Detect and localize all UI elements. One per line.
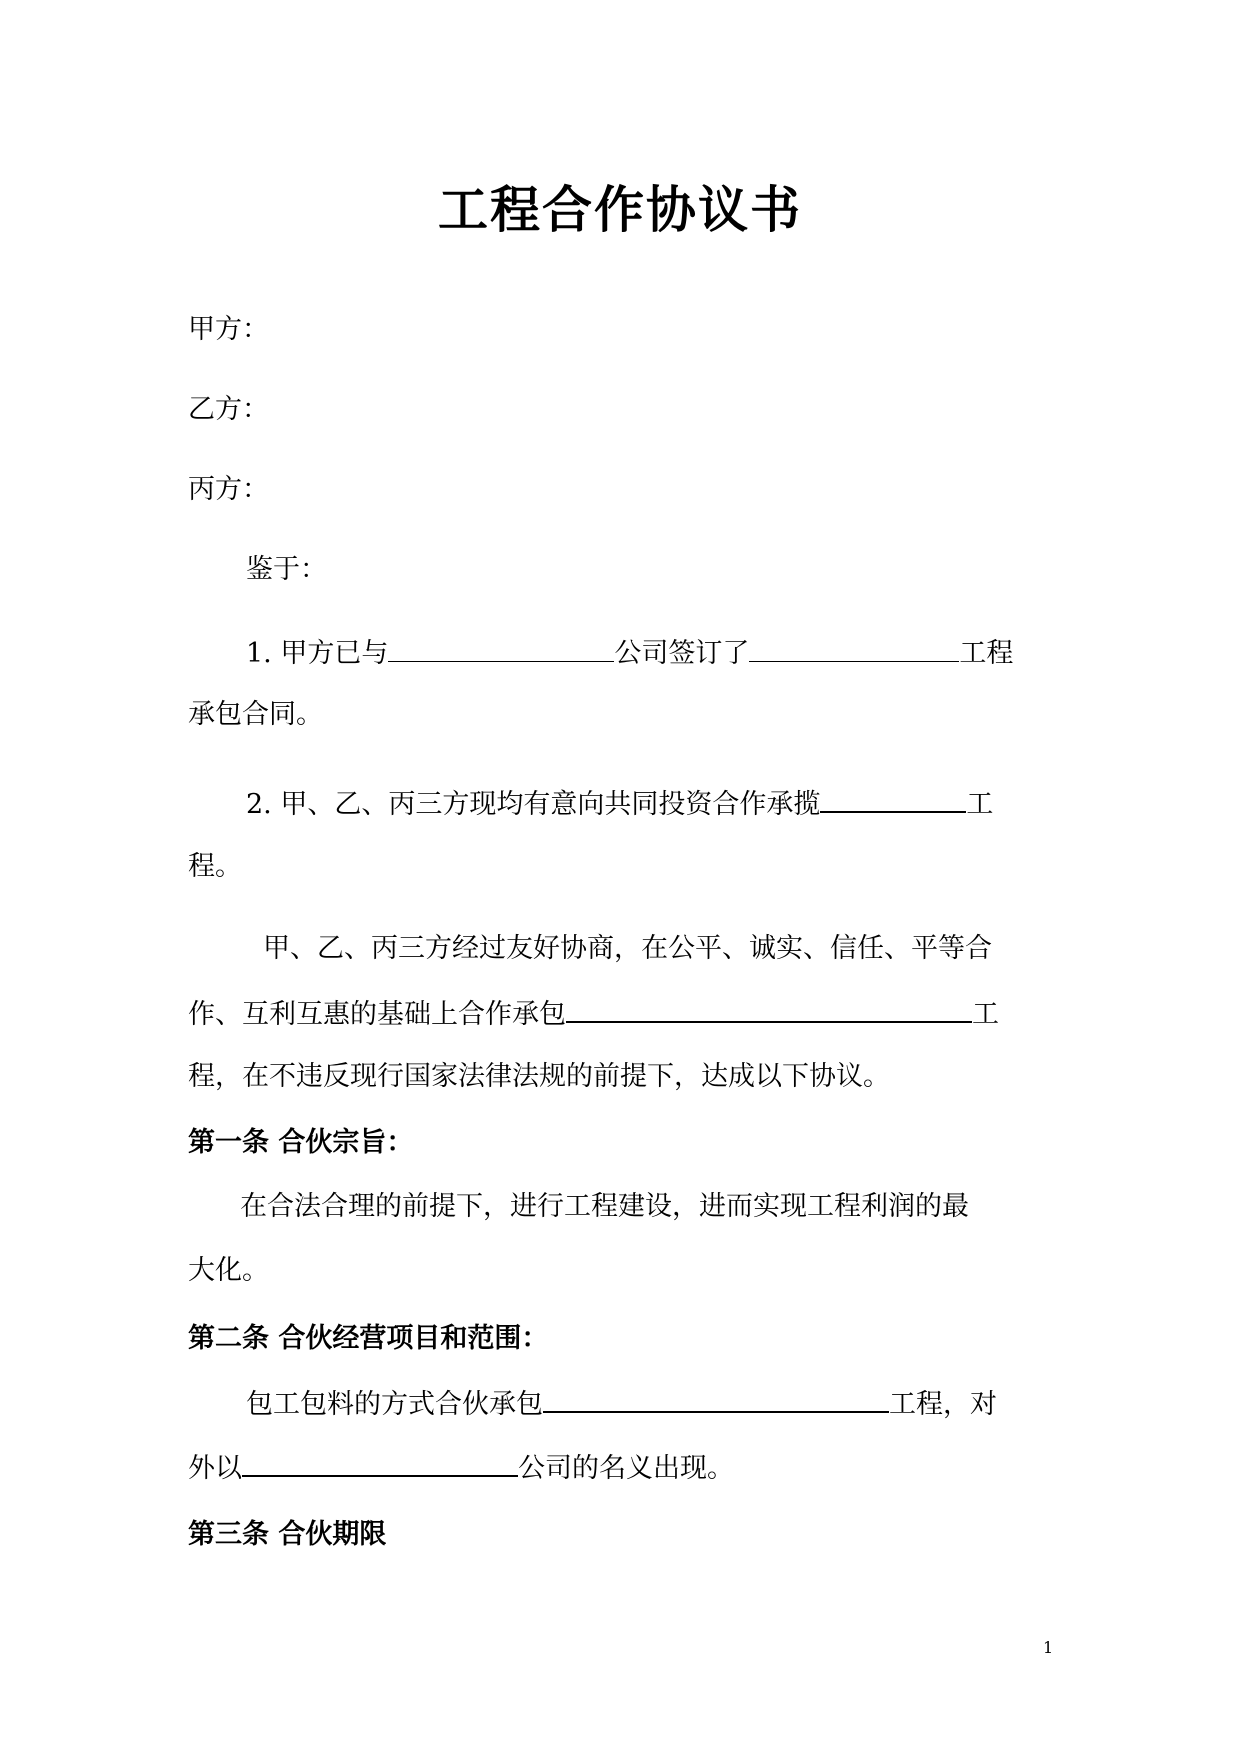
party-a-label: 甲方：	[188, 314, 269, 345]
item-1-line	[246, 635, 1013, 672]
article-3-heading: 第三条 合伙期限	[188, 1519, 387, 1550]
blank-field	[820, 785, 966, 813]
blank-field	[566, 995, 972, 1023]
agreement-para-line-1: 甲、乙、丙三方经过友好协商，在公平、诚实、信任、平等合	[263, 933, 992, 964]
article-2-heading: 第二条 合伙经营项目和范围：	[188, 1323, 549, 1354]
party-c-label: 丙方：	[188, 474, 269, 505]
article-2-line-2	[188, 1449, 734, 1487]
agreement-para-text-a: 作、互利互惠的基础上合作承包	[188, 999, 566, 1030]
blank-field	[749, 635, 959, 662]
article-2-text-c: 外以	[188, 1453, 242, 1484]
agreement-para-line-2	[188, 995, 999, 1033]
blank-field	[388, 635, 614, 662]
item-1-continuation: 承包合同。	[188, 699, 323, 730]
item-1-text-a: 1. 甲方已与	[246, 638, 389, 669]
blank-field	[242, 1449, 518, 1477]
article-1-line-1: 在合法合理的前提下，进行工程建设，进而实现工程利润的最	[240, 1191, 969, 1222]
article-2-line-1	[246, 1385, 997, 1423]
article-1-line-2: 大化。	[188, 1255, 269, 1286]
agreement-para-line-3: 程，在不违反现行国家法律法规的前提下，达成以下协议。	[188, 1061, 890, 1092]
document-title: 工程合作协议书	[438, 181, 802, 239]
item-2-text-b: 工	[966, 789, 994, 820]
party-b-label: 乙方：	[188, 394, 269, 425]
article-1-heading: 第一条 合伙宗旨：	[188, 1127, 414, 1158]
blank-field	[543, 1385, 889, 1413]
page-number: 1	[1043, 1638, 1054, 1657]
item-2-text-a: 2. 甲、乙、丙三方现均有意向共同投资合作承揽	[246, 789, 821, 820]
article-2-text-d: 公司的名义出现。	[518, 1453, 734, 1484]
whereas-label: 鉴于：	[246, 554, 327, 585]
item-1-text-c: 工程	[959, 638, 1014, 669]
article-2-text-a: 包工包料的方式合伙承包	[246, 1389, 543, 1420]
item-2-line	[246, 785, 993, 823]
agreement-para-text-b: 工	[972, 999, 999, 1030]
item-1-text-b: 公司签订了	[614, 638, 750, 669]
item-2-continuation: 程。	[188, 851, 242, 882]
article-2-text-b: 工程，对	[889, 1389, 997, 1420]
